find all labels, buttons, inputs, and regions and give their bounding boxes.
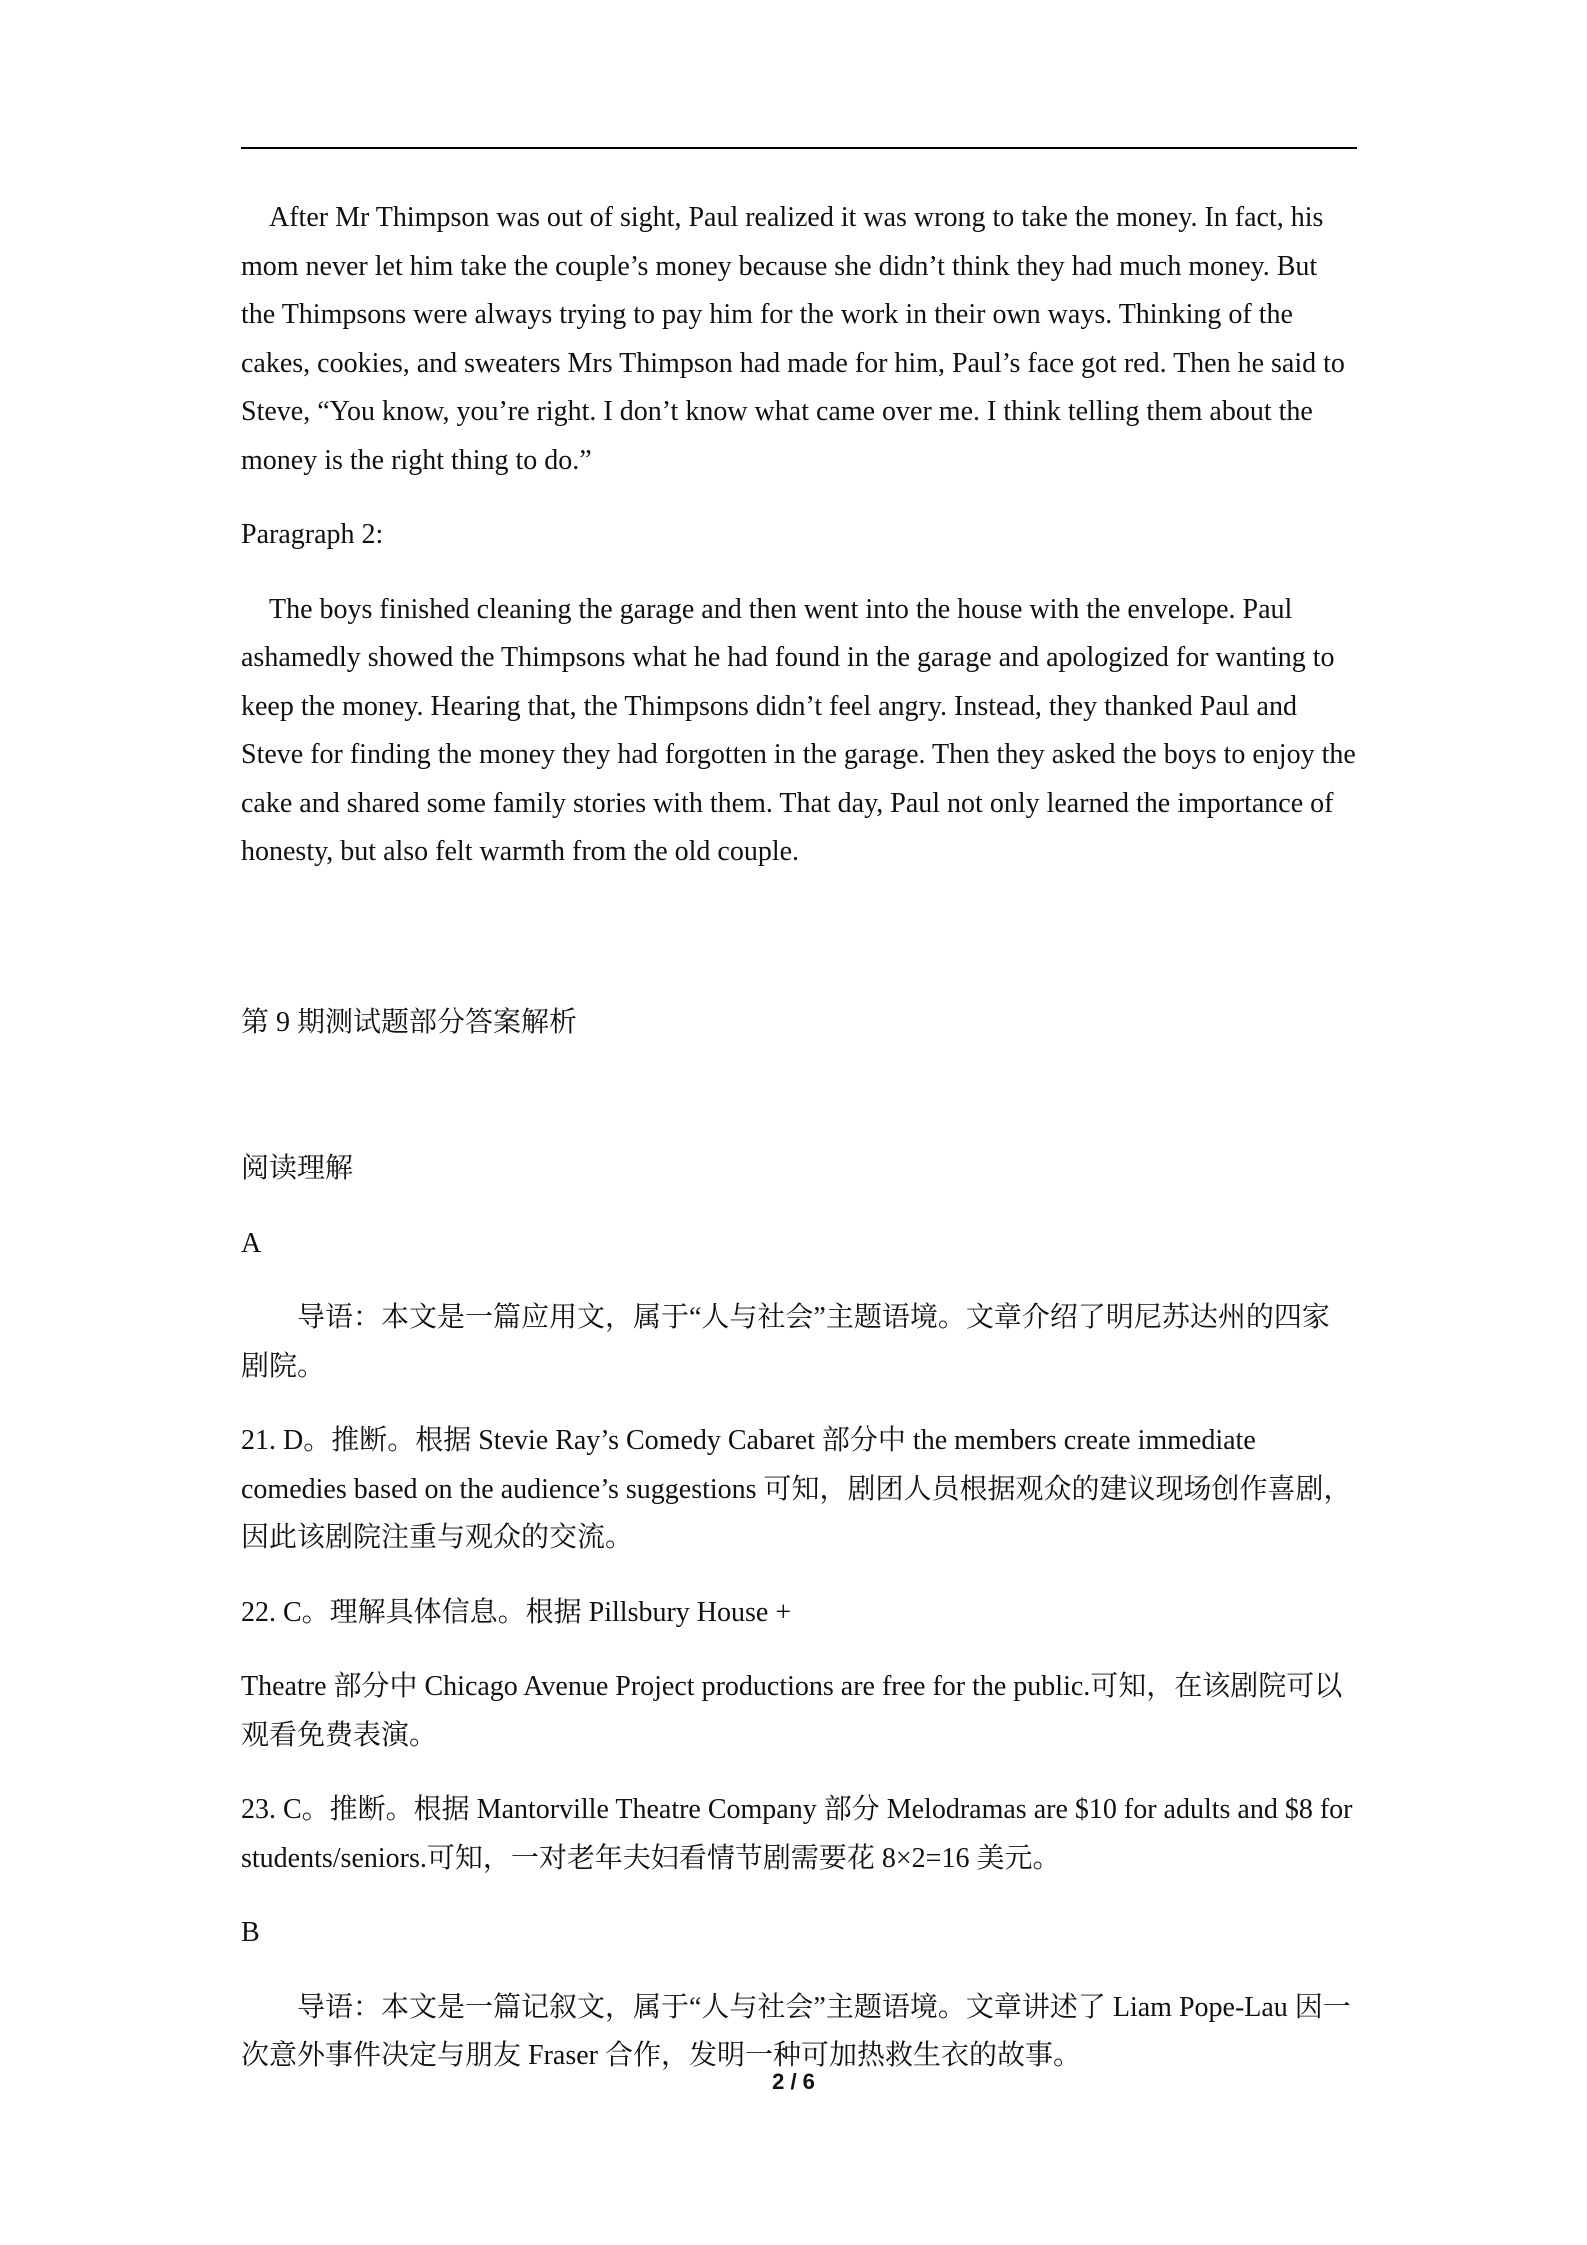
paragraph-2-label: Paragraph 2: <box>241 519 384 550</box>
paragraph-1-body: After Mr Thimpson was out of sight, Paul realized it was wrong to take the money. In fact, his mom never let him take the couple’s money because she didn’t think they had much money. But the Thimpsons were always trying to pay him for the work in their own ways. Thinking of the cakes, cookies, and sweaters Mrs Thimpson had made for him, Paul’s face got red. Then he said to Steve, “You know, you’re right. I don’t know what came over me. I think telling them about the money is the right thing to do.” <box>241 202 1345 476</box>
reading-heading: 阅读理解 <box>241 1153 354 1184</box>
answer-23: 23. C。推断。根据 Mantorville Theatre Company 部分 Melodramas are $10 for adults and $8 for students/seniors.可知，一对老年夫妇看情节剧需要花 8×2=16 美元。 <box>241 1794 1353 1874</box>
answer-21: 21. D。推断。根据 Stevie Ray’s Comedy Cabaret 部分中 the members create immediate comedies based on the audience’s suggestions 可知，剧团人员根据观众的建议现场创作喜剧，因此该剧院注重与观众的交流。 <box>241 1425 1352 1553</box>
header-rule <box>241 147 1357 149</box>
part-b-intro: 导语：本文是一篇记叙文，属于“人与社会”主题语境。文章讲述了 Liam Pope-Lau 因一次意外事件决定与朋友 Fraser 合作，发明一种可加热救生衣的故事。 <box>241 1991 1351 2071</box>
section-title: 第 9 期测试题部分答案解析 <box>241 1006 578 1038</box>
page-number: 2 / 6 <box>772 2069 815 2094</box>
part-a-label: A <box>241 1227 262 1259</box>
part-b-label: B <box>241 1917 260 1948</box>
paragraph-2-body: The boys finished cleaning the garage and then went into the house with the envelope. Paul ashamedly showed the Thimpsons what he had found in the garage and apologized for wanting to keep the money. Hearing that, the Thimpsons didn’t feel angry. Instead, they thanked Paul and Steve for finding the money they had forgotten in the garage. Then they asked the boys to enjoy the cake and shared some family stories with them. That day, Paul not only learned the importance of honesty, but also felt warmth from the old couple. <box>241 593 1356 867</box>
document-body <box>241 194 1357 2081</box>
answer-22-line-2: Theatre 部分中 Chicago Avenue Project productions are free for the public.可知，在该剧院可以观看免费表演。 <box>241 1671 1343 1751</box>
answer-22-line-1: 22. C。理解具体信息。根据 Pillsbury House + <box>241 1596 792 1628</box>
part-a-intro: 导语：本文是一篇应用文，属于“人与社会”主题语境。文章介绍了明尼苏达州的四家剧院。 <box>241 1302 1330 1382</box>
